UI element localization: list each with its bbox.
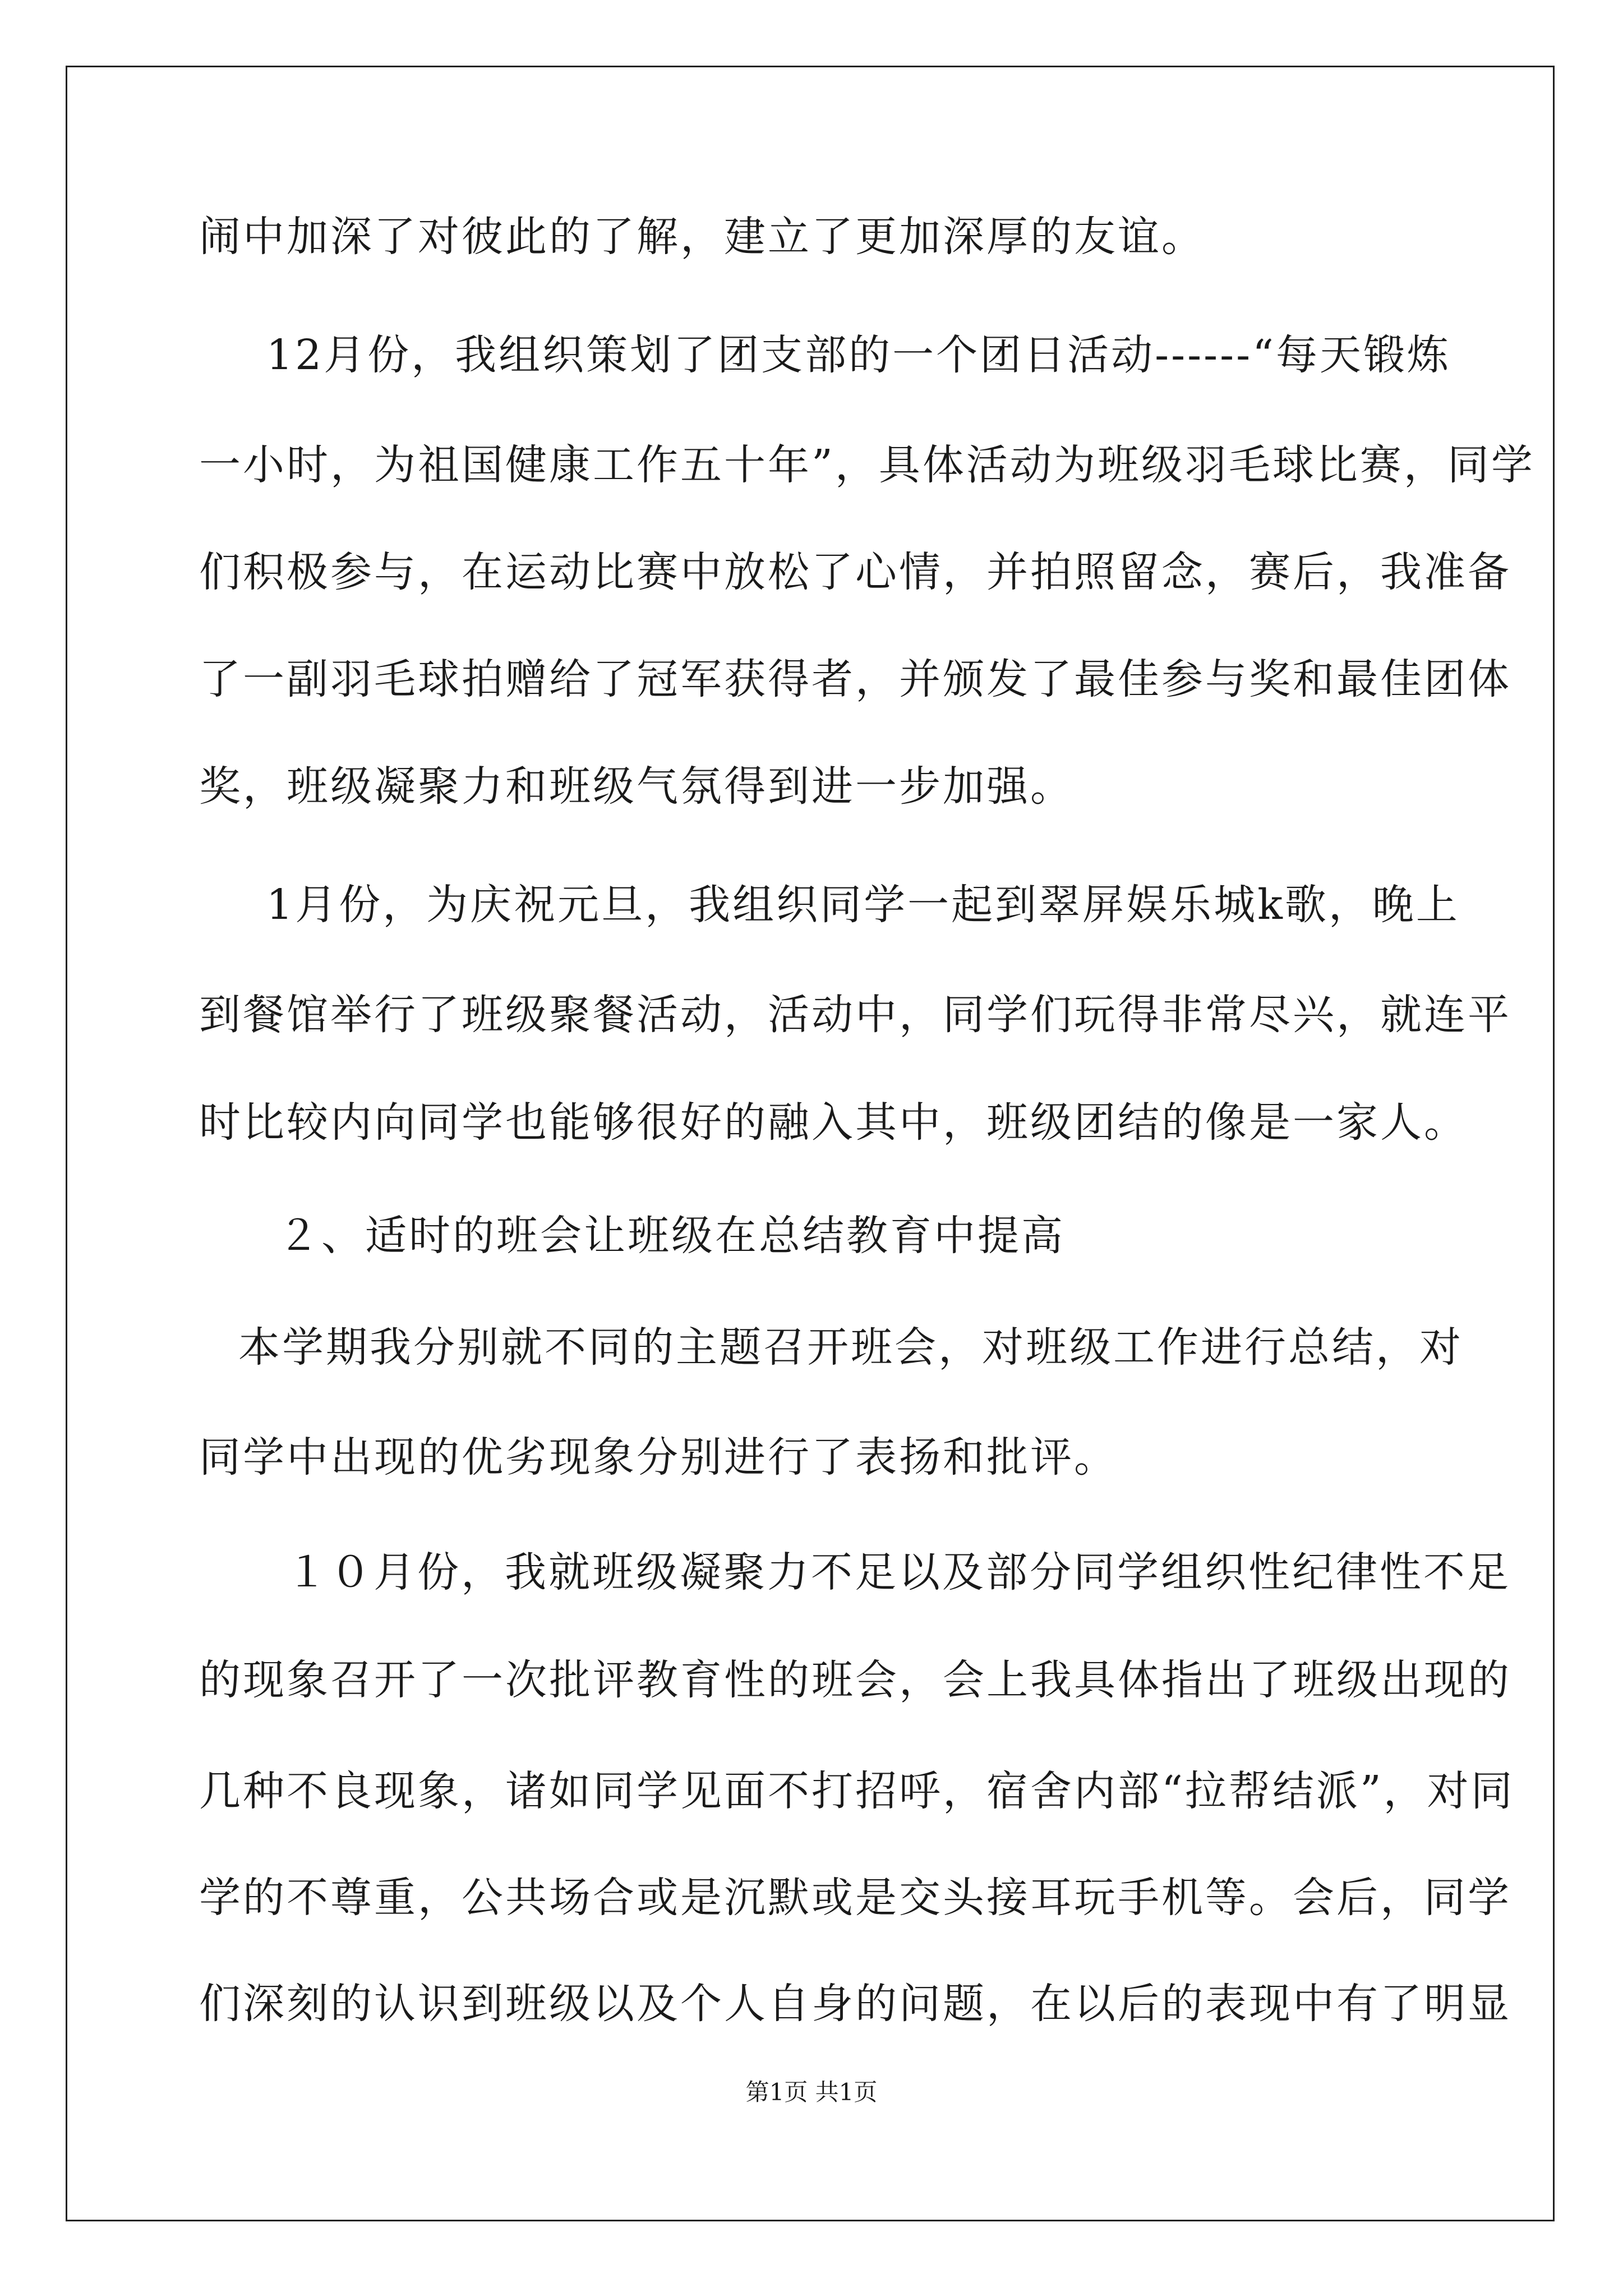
text-line: 一小时，为祖国健康工作五十年”，具体活动为班级羽毛球比赛，同学 (199, 441, 1535, 489)
text-line: 们积极参与，在运动比赛中放松了心情，并拍照留念，赛后，我准备 (199, 548, 1511, 596)
text-line: 几种不良现象，诸如同学见面不打招呼，宿舍内部“拉帮结派”，对同 (199, 1767, 1515, 1815)
text-line: 到餐馆举行了班级聚餐活动，活动中，同学们玩得非常尽兴，就连平 (199, 991, 1511, 1039)
text-line: 本学期我分别就不同的主题召开班会，对班级工作进行总结，对 (238, 1323, 1463, 1372)
text-line: １０月份，我就班级凝聚力不足以及部分同学组织性纪律性不足 (286, 1548, 1511, 1596)
section-heading: ２、适时的班会让班级在总结教育中提高 (278, 1212, 1065, 1260)
text-line: 同学中出现的优劣现象分别进行了表扬和批评。 (199, 1433, 1118, 1481)
text-line: 的现象召开了一次批评教育性的班会，会上我具体指出了班级出现的 (199, 1656, 1511, 1704)
text-line: 12月份，我组织策划了团支部的一个团日活动------“每天锻炼 (266, 331, 1451, 379)
text-line: 奖，班级凝聚力和班级气氛得到进一步加强。 (199, 762, 1074, 811)
text-line: 闹中加深了对彼此的了解，建立了更加深厚的友谊。 (199, 213, 1205, 261)
text-line: 了一副羽毛球拍赠给了冠军获得者，并颁发了最佳参与奖和最佳团体 (199, 655, 1511, 703)
page-footer: 第1页 共1页 (745, 2078, 878, 2106)
text-line: 们深刻的认识到班级以及个人自身的问题，在以后的表现中有了明显 (199, 1980, 1511, 2028)
text-line: 学的不尊重，公共场合或是沉默或是交头接耳玩手机等。会后，同学 (199, 1874, 1511, 1922)
text-line: 1月份，为庆祝元旦，我组织同学一起到翠屏娱乐城k歌，晚上 (266, 881, 1460, 929)
text-line: 时比较内向同学也能够很好的融入其中，班级团结的像是一家人。 (199, 1098, 1468, 1147)
